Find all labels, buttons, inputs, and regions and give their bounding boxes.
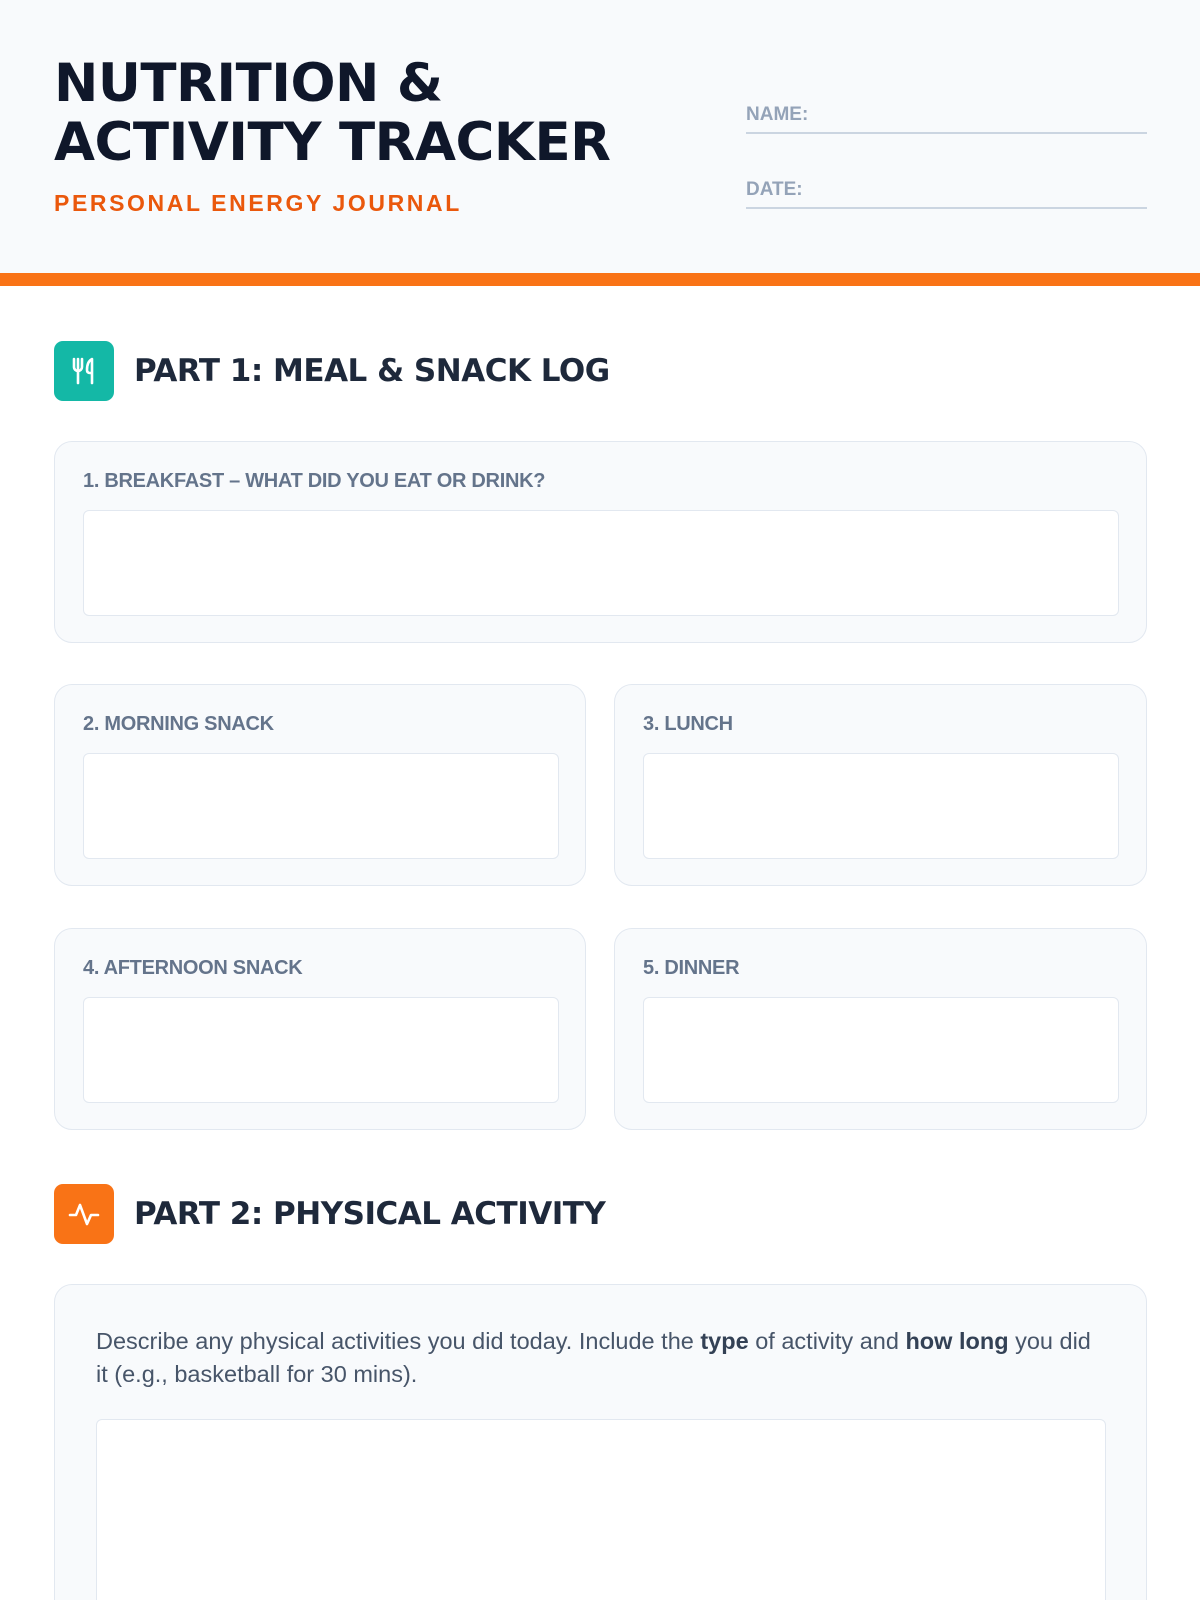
name-label: NAME:: [746, 104, 809, 125]
dinner-card: [614, 928, 1147, 1130]
activity-instructions: Describe any physical activities you did today. Include the type of activity and how long you did it (e.g., basketball for 30 mins).: [96, 1328, 1091, 1387]
header-divider: [0, 273, 1200, 286]
morning-snack-label: 2. MORNING SNACK: [83, 713, 274, 735]
title-line-1: NUTRITION &: [54, 53, 443, 114]
date-field[interactable]: [746, 179, 1147, 209]
activity-card: [54, 1284, 1147, 1600]
worksheet-header: [0, 0, 1200, 273]
lunch-card: [614, 684, 1147, 886]
morning-snack-answer-box[interactable]: [83, 753, 559, 859]
part1-title: PART 1: MEAL & SNACK LOG: [134, 353, 610, 389]
emphasis-type: type: [700, 1328, 749, 1354]
page-title: [54, 54, 610, 172]
title-line-2: ACTIVITY TRACKER: [54, 112, 611, 173]
part2-title: PART 2: PHYSICAL ACTIVITY: [134, 1196, 606, 1232]
part1-heading: [54, 341, 1147, 401]
part2-heading: [54, 1184, 1147, 1244]
afternoon-snack-label: 4. AFTERNOON SNACK: [83, 957, 303, 979]
page-subtitle: PERSONAL ENERGY JOURNAL: [54, 190, 462, 216]
afternoon-snack-answer-box[interactable]: [83, 997, 559, 1103]
dinner-answer-box[interactable]: [643, 997, 1119, 1103]
emphasis-how-long: how long: [905, 1328, 1009, 1354]
morning-snack-card: [54, 684, 586, 886]
date-label: DATE:: [746, 179, 803, 200]
lunch-label: 3. LUNCH: [643, 713, 733, 735]
lunch-answer-box[interactable]: [643, 753, 1119, 859]
breakfast-answer-box[interactable]: [83, 510, 1119, 616]
breakfast-label: 1. BREAKFAST – WHAT DID YOU EAT OR DRINK?: [83, 470, 546, 492]
breakfast-card: [54, 441, 1147, 643]
activity-answer-box[interactable]: [96, 1419, 1106, 1600]
dinner-label: 5. DINNER: [643, 957, 740, 979]
activity-pulse-icon: [54, 1184, 114, 1244]
fork-knife-icon: [54, 341, 114, 401]
name-field[interactable]: [746, 104, 1147, 134]
afternoon-snack-card: [54, 928, 586, 1130]
